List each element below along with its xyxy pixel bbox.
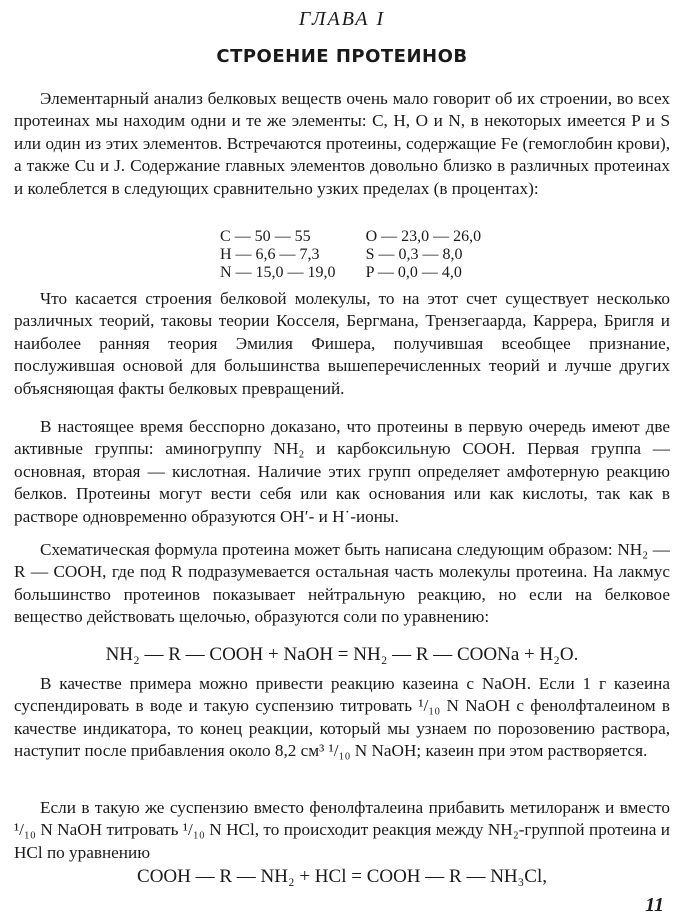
chapter-heading: ГЛАВА I (298, 8, 386, 30)
paragraph-text: Если в такую же суспензию вместо фенолфталеина прибавить метилоранж и вместо ¹/₁₀ N NaOH титровать ¹/₁₀ N HCl, то происходит реакция между NH₂-группой протеина и HCl по уравнению (14, 798, 670, 862)
paragraph-text: В качестве примера можно привести реакцию казеина с NaOH. Если 1 г казеина суспендировать в воде и такую суспензию титровать ¹/₁₀ N NaOH с фенолфталеином в качестве индикатора, то конец реакции, который мы узнаем по порозовению раствора, наступит после прибавления около 8,2 см³ ¹/₁₀ N NaOH; казеин при этом растворяется. (14, 674, 670, 761)
equation-hcl-reaction: COOH — R — NH₂ + HCl = COOH — R — NH₃Cl, (137, 866, 547, 887)
composition-row (220, 246, 511, 264)
paragraph-text: Схематическая формула протеина может быть написана следующим образом: NH₂ — R — COOH, где под R подразумевается остальная часть молекулы протеина. На лакмус большинство протеинов показывает нейтральную реакцию, но если на белковое вещество действовать щелочью, образуются соли по уравнению: (14, 540, 670, 627)
paragraph-1 (14, 88, 670, 200)
paragraph-4 (14, 539, 670, 629)
equation-salt-formation: NH₂ — R — COOH + NaOH = NH₂ — R — COONa + H₂O. (105, 644, 579, 665)
composition-cell: P — 0,0 — 4,0 (365, 264, 462, 281)
paragraph-text: Элементарный анализ белковых веществ очень мало говорит об их строении, во всех протеинах мы находим одни и те же элементы: C, H, O и N, в некоторых имеется P и S или один из этих элементов. Встречаются протеины, содержащие Fe (гемоглобин крови), а также Cu и J. Содержание главных элементов довольно близко в различных протеинах и колеблется в следующих сравнительно узких пределах (в процентах): (14, 89, 670, 198)
composition-cell: N — 15,0 — 19,0 (220, 264, 336, 281)
composition-cell: C — 50 — 55 (220, 228, 311, 245)
paragraph-text: В настоящее время бесспорно доказано, что протеины в первую очередь имеют две активные группы: аминогруппу NH₂ и карбоксильную COOH. Первая группа — основная, вторая — кислотная. Наличие этих групп определяет амфотерную реакцию белков. Протеины могут вести себя или как основания или как кислоты, так как в растворе одновременно образуются OH′- и H˙-ионы. (14, 417, 670, 526)
composition-table (220, 228, 511, 282)
composition-cell: H — 6,6 — 7,3 (220, 246, 320, 263)
paragraph-6 (14, 797, 670, 864)
paragraph-2 (14, 288, 670, 400)
section-title: СТРОЕНИЕ ПРОТЕИНОВ (216, 46, 468, 67)
paragraph-text: Что касается строения белковой молекулы, то на этот счет существует несколько различных теорий, таковы теории Косселя, Бергмана, Трензегаарда, Каррера, Бригля и наиболее ранняя теория Эмилия Фишера, получившая всеобщее признание, послужившая основой для большинства вышеперечисленных теорий и лучше других объясняющая факты белковых превращений. (14, 289, 670, 398)
composition-cell: O — 23,0 — 26,0 (365, 228, 482, 245)
composition-row (220, 264, 511, 282)
composition-cell: S — 0,3 — 8,0 (365, 246, 463, 263)
composition-row (220, 228, 511, 246)
page-number: 11 (645, 894, 664, 916)
paragraph-3 (14, 416, 670, 528)
paragraph-5 (14, 673, 670, 763)
